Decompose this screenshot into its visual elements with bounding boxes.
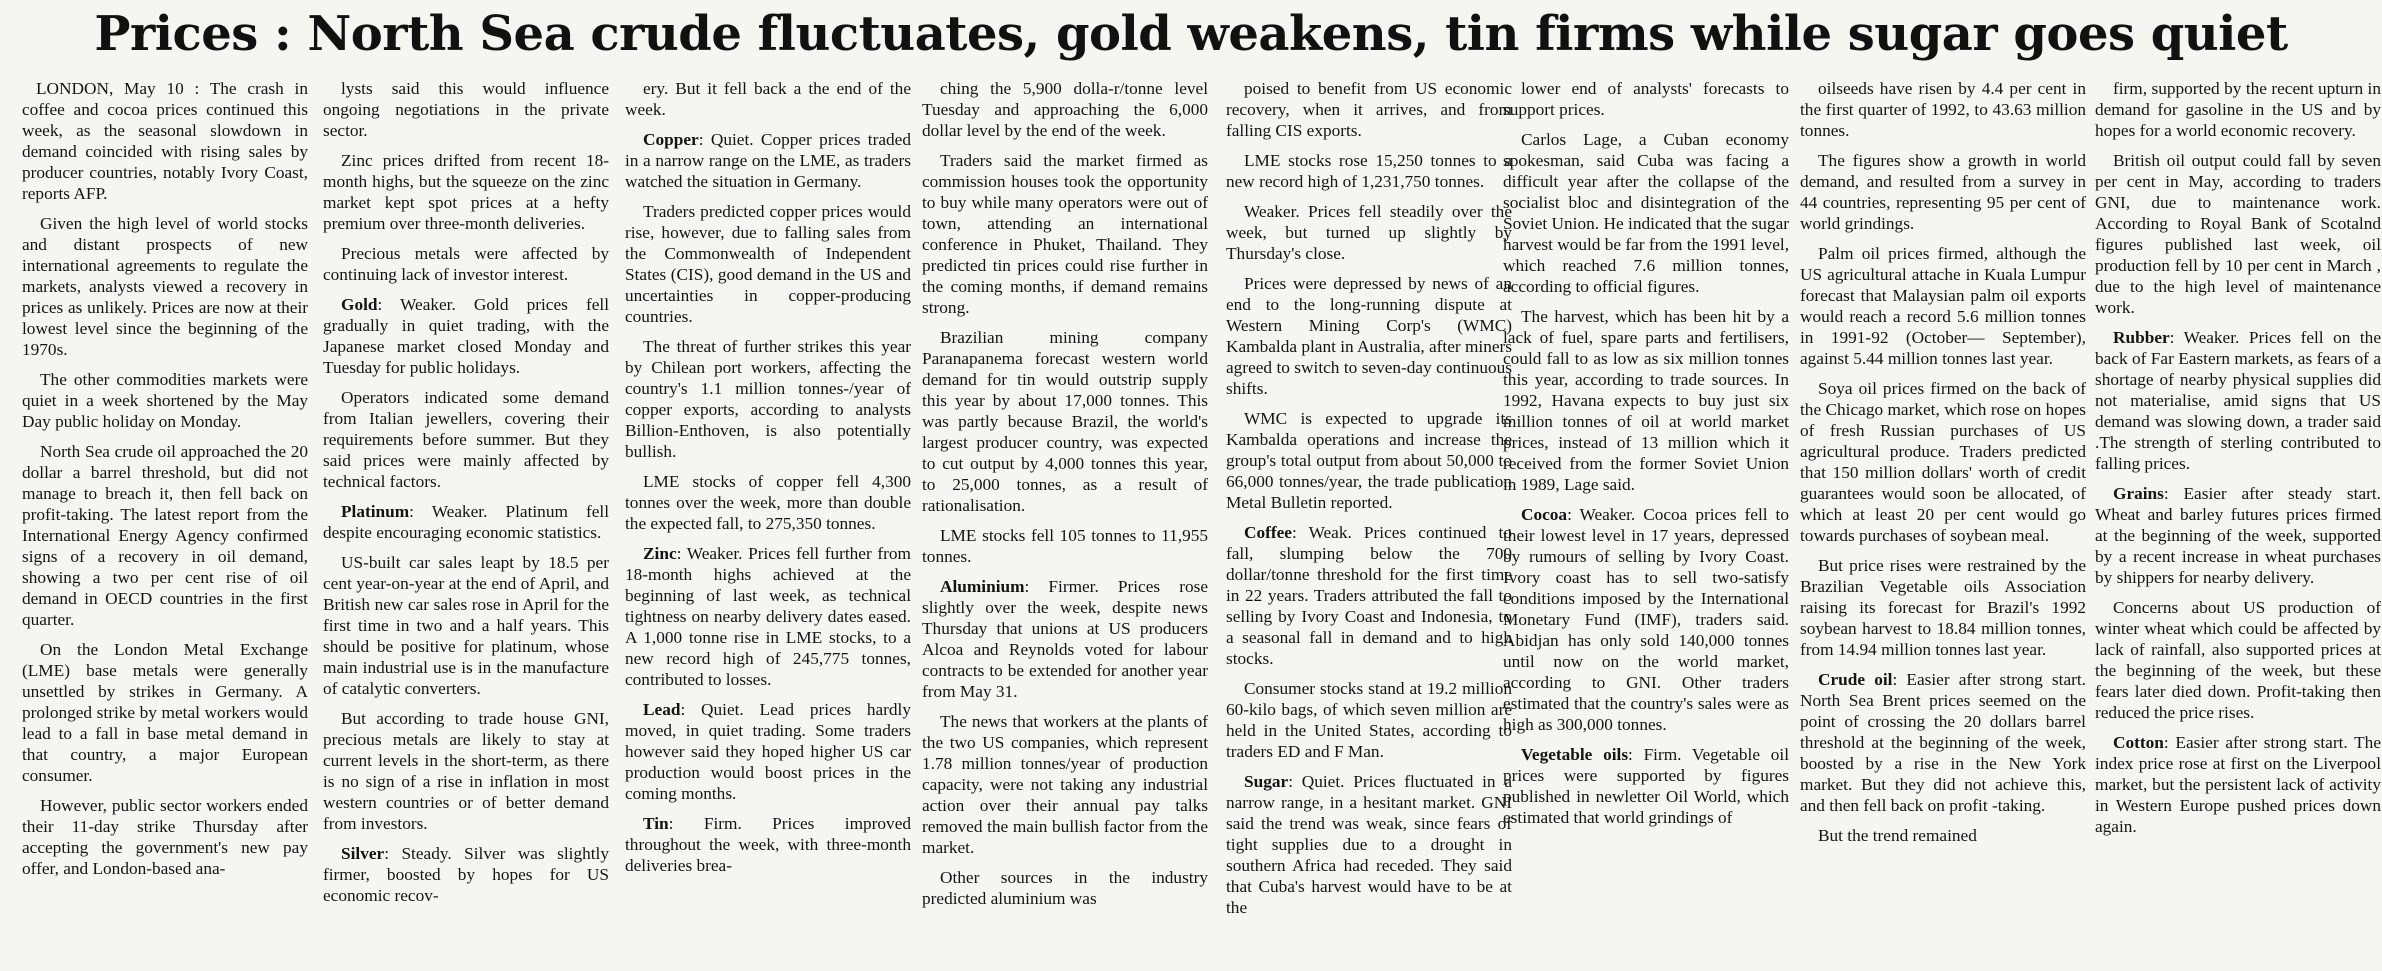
article-column-4 [922,78,1208,968]
paragraph-text: Other sources in the industry predicted aluminium was [922,868,1208,908]
article-paragraph [1503,744,1789,828]
article-paragraph [22,213,308,360]
paragraph-text: : Quiet. Copper prices traded in a narrow range on the LME, as traders watched the situation in Germany. [625,130,911,191]
article-paragraph [922,576,1208,702]
paragraph-text: But price rises were restrained by the Brazilian Vegetable oils Association raising its forecast for Brazil's 1992 soybean harvest to 18.84 million tonnes, from 14.94 million tonnes last year. [1800,556,2086,659]
article-paragraph [2095,150,2381,318]
article-paragraph [22,369,308,432]
paragraph-text: Soya oil prices firmed on the back of the Chicago market, which rose on hopes of fresh Russian purchases of US agricultural produce. Traders predicted that 150 million dollars' worth of credit guarantees would soon be allocated, of which at least 20 per cent would go towards purchases of soybean meal. [1800,379,2086,545]
article-paragraph [922,711,1208,858]
paragraph-text: : Firm. Prices improved throughout the week, with three-month deliveries brea- [625,814,911,875]
paragraph-text: lower end of analysts' forecasts to support prices. [1503,79,1789,119]
article-paragraph [1503,129,1789,297]
commodity-label: Zinc [643,544,677,563]
article-paragraph [22,78,308,204]
commodity-label: Copper [643,130,699,149]
article-paragraph [1226,678,1512,762]
article-paragraph [323,708,609,834]
paragraph-text: : Weaker. Platinum fell despite encouraging economic statistics. [323,502,609,542]
article-paragraph [1800,555,2086,660]
paragraph-text: But according to trade house GNI, precious metals are likely to stay at current levels in the short-term, as there is no sign of a rise in inflation in most western countries or of better demand from investors. [323,709,609,833]
article-paragraph [1800,378,2086,546]
paragraph-text: WMC is expected to upgrade its Kambalda operations and increase the group's total output from about 50,000 to 66,000 tonnes/year, the trade publication Metal Bulletin reported. [1226,409,1512,512]
paragraph-text: LME stocks rose 15,250 tonnes to a new record high of 1,231,750 tonnes. [1226,151,1512,191]
article-paragraph [323,294,609,378]
article-paragraph [922,525,1208,567]
article-paragraph [2095,597,2381,723]
article-paragraph [22,441,308,630]
paragraph-text: ery. But it fell back a the end of the week. [625,79,911,119]
commodity-label: Lead [643,700,681,719]
article-column-3 [625,78,911,968]
paragraph-text: Carlos Lage, a Cuban economy spokesman, said Cuba was facing a difficult year after the collapse of the socialist bloc and disintegration of the Soviet Union. He indicated that the sugar harvest would be far from the 1991 level, which reached 7.6 million tonnes, according to official figures. [1503,130,1789,296]
article-paragraph [22,795,308,879]
article-paragraph [2095,78,2381,141]
commodity-label: Platinum [341,502,410,521]
paragraph-text: LONDON, May 10 : The crash in coffee and cocoa prices continued this week, as the seasonal slowdown in demand coincided with rising sales by producer countries, notably Ivory Coast, reports AFP. [22,79,308,203]
paragraph-text: : Easier after steady start. Wheat and barley futures prices firmed at the beginning of the week, supported by a recent increase in wheat purchases by shippers for nearby delivery. [2095,484,2381,587]
commodity-label: Sugar [1244,772,1289,791]
paragraph-text: : Quiet. Lead prices hardly moved, in quiet trading. Some traders however said they hoped higher US car production would boost prices in the coming months. [625,700,911,803]
article-paragraph [323,78,609,141]
paragraph-text: Traders predicted copper prices would rise, however, due to falling sales from the Commonwealth of Independent States (CIS), good demand in the US and uncertainties in copper-producing countries. [625,202,911,326]
article-paragraph [323,843,609,906]
article-paragraph [625,336,911,462]
paragraph-text: Prices were depressed by news of an end to the long-running dispute at Western Mining Corp's (WMC) Kambalda plant in Australia, after miners agreed to switch to seven-day continuous shifts. [1226,274,1512,398]
paragraph-text: The figures show a growth in world demand, and resulted from a survey in 44 countries, representing 95 per cent of world grindings. [1800,151,2086,233]
paragraph-text: : Weak. Prices continued to fall, slumping below the 700 dollar/tonne threshold for the first time in 22 years. Traders attributed the fall to selling by Ivory Coast and Indonesia, to a seasonal fall in demand and to high stocks. [1226,523,1512,668]
article-paragraph [625,201,911,327]
commodity-label: Aluminium [940,577,1025,596]
paragraph-text: LME stocks fell 105 tonnes to 11,955 tonnes. [922,526,1208,566]
article-paragraph [1226,771,1512,918]
article-paragraph [1503,306,1789,495]
paragraph-text: : Steady. Silver was slightly firmer, boosted by hopes for US economic recov- [323,844,609,905]
paragraph-text: poised to benefit from US economic recovery, when it arrives, and from falling CIS exports. [1226,79,1512,140]
paragraph-text: However, public sector workers ended their 11-day strike Thursday after accepting the government's new pay offer, and London-based ana- [22,796,308,878]
article-paragraph [323,552,609,699]
paragraph-text: Traders said the market firmed as commission houses took the opportunity to buy while many operators were out of town, attending an international conference in Phuket, Thailand. They predicted tin prices could rise further in the coming months, if demand remains strong. [922,151,1208,317]
article-column-8 [2095,78,2381,968]
article-paragraph [625,471,911,534]
paragraph-text: : Firmer. Prices rose slightly over the week, despite news Thursday that unions at US producers Alcoa and Reynolds voted for labour contracts to be extended for another year from May 31. [922,577,1208,701]
article-paragraph [625,543,911,690]
article-column-2 [323,78,609,968]
article-paragraph [1800,150,2086,234]
commodity-label: Cotton [2113,733,2164,752]
commodity-label: Rubber [2113,328,2170,347]
commodity-label: Cocoa [1521,505,1568,524]
paragraph-text: Brazilian mining company Paranapanema forecast western world demand for tin would outstrip supply this year by about 17,000 tonnes. This was partly because Brazil, the world's largest producer country, was expected to cut output by 4,000 tonnes this year, to 25,000 tonnes, as a result of rationalisation. [922,328,1208,515]
paragraph-text: firm, supported by the recent upturn in demand for gasoline in the US and by hopes for a world economic recovery. [2095,79,2381,140]
article-paragraph [1800,825,2086,846]
article-paragraph [1226,522,1512,669]
article-paragraph [323,387,609,492]
commodity-label: Silver [341,844,385,863]
article-paragraph [625,699,911,804]
article-paragraph [1226,78,1512,141]
article-paragraph [922,78,1208,141]
paragraph-text: : Quiet. Prices fluctuated in a narrow range, in a hesitant market. GNI said the trend was weak, since fears of tight supplies due to a drought in southern Africa had receded. They said that Cuba's harvest would have to be at the [1226,772,1512,917]
article-paragraph [1226,408,1512,513]
article-paragraph [1800,669,2086,816]
commodity-label: Tin [643,814,669,833]
paragraph-text: North Sea crude oil approached the 20 dollar a barrel threshold, but did not manage to breach it, then fell back on profit-taking. The latest report from the International Energy Agency confirmed signs of a recovery in oil demand, showing a two per cent rise of oil demand in OECD countries in the first quarter. [22,442,308,629]
paragraph-text: The news that workers at the plants of the two US companies, which represent 1.78 million tonnes/year of production capacity, were not taking any industrial action over their annual pay talks removed the main bullish factor from the market. [922,712,1208,857]
commodity-label: Coffee [1244,523,1292,542]
paragraph-text: US-built car sales leapt by 18.5 per cent year-on-year at the end of April, and British new car sales rose in April for the first time in two and a half years. This should be positive for platinum, whose main industrial use is in the manufacture of catalytic converters. [323,553,609,698]
paragraph-text: Concerns about US production of winter wheat which could be affected by lack of rainfall, also supported prices at the beginning of the week, but these fears later died down. Profit-taking then reduced the price rises. [2095,598,2381,722]
article-paragraph [1800,78,2086,141]
paragraph-text: Palm oil prices firmed, although the US agricultural attache in Kuala Lumpur forecast that Malaysian palm oil exports would reach a record 5.6 million tonnes in 1991-92 (October— September), against 5.44 million tonnes last year. [1800,244,2086,368]
article-column-5 [1226,78,1512,968]
paragraph-text: : Easier after strong start. North Sea Brent prices seemed on the point of crossing the 20 dollars barrel threshold at the beginning of the week, boosted by a rise in the New York market. But they did not achieve this, and then fell back on profit -taking. [1800,670,2086,815]
article-paragraph [922,150,1208,318]
article-paragraph [1800,243,2086,369]
paragraph-text: Operators indicated some demand from Italian jewellers, covering their requirements before summer. But they said prices were mainly affected by technical factors. [323,388,609,491]
commodity-label: Crude oil [1818,670,1893,689]
paragraph-text: : Easier after strong start. The index price rose at first on the Liverpool market, but the persistent lack of activity in Western Europe pushed prices down again. [2095,733,2381,836]
article-paragraph [625,813,911,876]
article-column-1 [22,78,308,968]
article-paragraph [1226,150,1512,192]
paragraph-text: British oil output could fall by seven per cent in May, according to traders GNI, due to maintenance work. According to Royal Bank of Scotalnd figures published last week, oil production fell by 10 per cent in March , due to the high level of maintenance work. [2095,151,2381,317]
commodity-label: Grains [2113,484,2164,503]
paragraph-text: : Weaker. Prices fell on the back of Far Eastern markets, as fears of a shortage of nearby physical supplies did not materialise, amid signs that US demand was slowing down, a trader said .The strength of sterling contributed to falling prices. [2095,328,2381,473]
article-paragraph [323,501,609,543]
paragraph-text: But the trend remained [1818,826,1977,845]
article-paragraph [22,639,308,786]
paragraph-text: The threat of further strikes this year by Chilean port workers, affecting the country's 1.1 million tonnes-/year of copper exports, according to analysts Billion-Enthoven, is also potentially bullish. [625,337,911,461]
article-paragraph [922,867,1208,909]
paragraph-text: Zinc prices drifted from recent 18-month highs, but the squeeze on the zinc market kept spot prices at a hefty premium over three-month deliveries. [323,151,609,233]
paragraph-text: : Firm. Vegetable oil prices were supported by figures published in newletter Oil World, which estimated that world grindings of [1503,745,1789,827]
article-paragraph [323,243,609,285]
headline: Prices : North Sea crude fluctuates, gold weakens, tin firms while sugar goes quiet [94,6,2288,62]
article-columns [0,78,2382,968]
paragraph-text: LME stocks of copper fell 4,300 tonnes over the week, more than double the expected fall, to 275,350 tonnes. [625,472,911,533]
article-column-6 [1503,78,1789,968]
paragraph-text: Given the high level of world stocks and distant prospects of new international agreements to regulate the markets, analysts viewed a recovery in prices as unlikely. Prices are now at their lowest level since the beginning of the 1970s. [22,214,308,359]
paragraph-text: : Weaker. Gold prices fell gradually in quiet trading, with the Japanese market closed Monday and Tuesday for public holidays. [323,295,609,377]
article-paragraph [1226,201,1512,264]
paragraph-text: The other commodities markets were quiet in a week shortened by the May Day public holiday on Monday. [22,370,308,431]
paragraph-text: Precious metals were affected by continuing lack of investor interest. [323,244,609,284]
paragraph-text: oilseeds have risen by 4.4 per cent in the first quarter of 1992, to 43.63 million tonnes. [1800,79,2086,140]
article-paragraph [922,327,1208,516]
article-column-7 [1800,78,2086,968]
paragraph-text: lysts said this would influence ongoing negotiations in the private sector. [323,79,609,140]
paragraph-text: On the London Metal Exchange (LME) base metals were generally unsettled by strikes in Germany. A prolonged strike by metal workers would lead to a fall in base metal demand in that country, a major European consumer. [22,640,308,785]
article-paragraph [2095,732,2381,837]
commodity-label: Gold [341,295,378,314]
paragraph-text: : Weaker. Cocoa prices fell to their lowest level in 17 years, depressed by rumours of selling by Ivory Coast. Ivory coast has to sell two-satisfy conditions imposed by the International Monetary Fund (IMF), traders said. Abidjan has only sold 140,000 tonnes until now on the world market, according to GNI. Other traders estimated that the country's sales were as high as 300,000 tonnes. [1503,505,1789,734]
article-paragraph [323,150,609,234]
article-paragraph [1226,273,1512,399]
paragraph-text: : Weaker. Prices fell further from 18-month highs achieved at the beginning of last week, as technical tightness on nearby delivery dates eased. A 1,000 tonne rise in LME stocks, to a new record high of 245,775 tonnes, contributed to losses. [625,544,911,689]
paragraph-text: Weaker. Prices fell steadily over the week, but turned up slightly by Thursday's close. [1226,202,1512,263]
article-paragraph [625,78,911,120]
article-paragraph [625,129,911,192]
article-paragraph [1503,78,1789,120]
paragraph-text: Consumer stocks stand at 19.2 million 60-kilo bags, of which seven million are held in the United States, according to traders ED and F Man. [1226,679,1512,761]
paragraph-text: ching the 5,900 dolla-r/tonne level Tuesday and approaching the 6,000 dollar level by the end of the week. [922,79,1208,140]
article-paragraph [2095,483,2381,588]
article-paragraph [1503,504,1789,735]
article-paragraph [2095,327,2381,474]
paragraph-text: The harvest, which has been hit by a lack of fuel, spare parts and fertilisers, could fall to as low as six million tonnes this year, according to trade sources. In 1992, Havana expects to buy just six million tonnes of oil at world market prices, instead of 13 million which it received from the former Soviet Union in 1989, Lage said. [1503,307,1789,494]
commodity-label: Vegetable oils [1521,745,1629,764]
